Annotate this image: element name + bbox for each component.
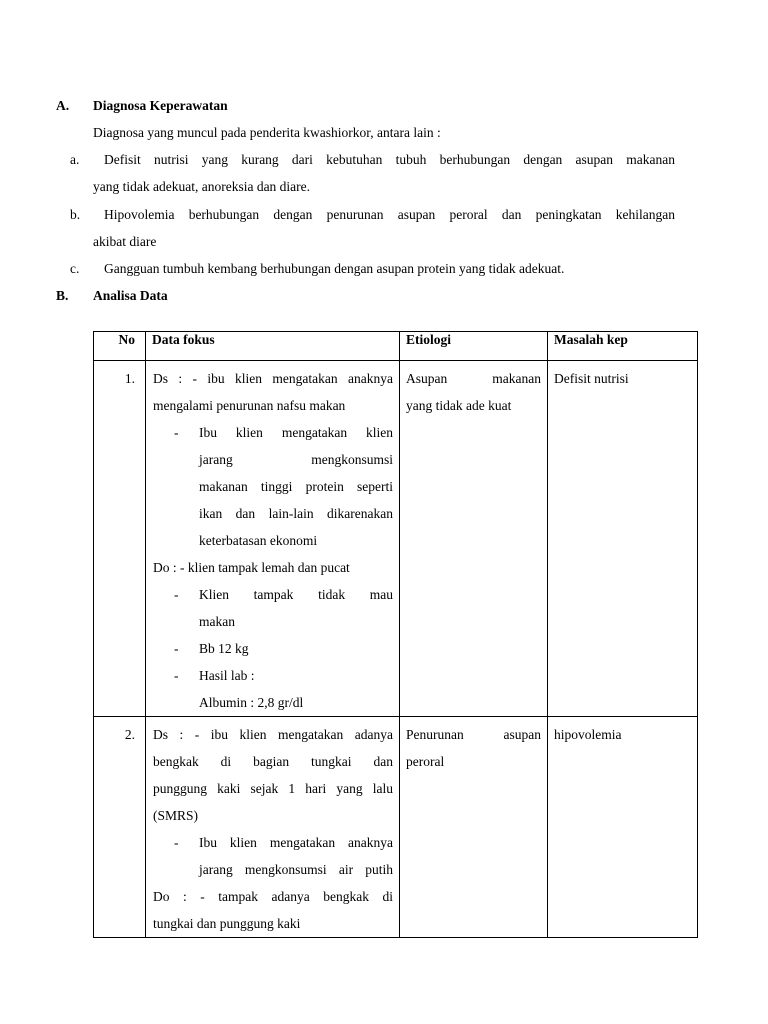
table-row xyxy=(94,361,698,717)
fokus-line: mengalami penurunan nafsu makan xyxy=(153,398,346,413)
fokus-line: Ds : - ibu klien mengatakan anaknya xyxy=(153,371,393,386)
fokus-line: bengkak di bagian tungkai dan xyxy=(153,754,393,769)
item-a-line2: yang tidak adekuat, anoreksia dan diare. xyxy=(93,179,311,194)
fokus-line: jarang mengkonsumsi air putih xyxy=(199,862,393,877)
item-a-line1: Defisit nutrisi yang kurang dari kebutuhan tubuh berhubungan dengan asupan makanan xyxy=(104,152,675,167)
row-no: 1. xyxy=(94,361,146,717)
fokus-bullet: - Klien tampak tidak mau xyxy=(174,587,393,602)
section-a-title: Diagnosa Keperawatan xyxy=(93,98,228,113)
fokus-line: keterbatasan ekonomi xyxy=(199,533,318,548)
row-etiologi xyxy=(400,717,548,938)
etiologi-line: peroral xyxy=(406,754,445,769)
masalah-line: hipovolemia xyxy=(554,727,622,742)
fokus-line: makan xyxy=(199,614,235,629)
section-b-title: Analisa Data xyxy=(93,288,168,303)
fokus-line: (SMRS) xyxy=(153,808,199,823)
fokus-line: punggung kaki sejak 1 hari yang lalu xyxy=(153,781,393,796)
item-a-marker: a. xyxy=(70,152,80,167)
fokus-line: jarang mengkonsumsi xyxy=(199,452,393,467)
masalah-line: Defisit nutrisi xyxy=(554,371,629,386)
fokus-bullet: - Ibu klien mengatakan anaknya xyxy=(174,835,393,850)
item-c-marker: c. xyxy=(70,261,80,276)
etiologi-line: Asupan makanan xyxy=(406,371,541,386)
fokus-line: Do : - tampak adanya bengkak di xyxy=(153,889,393,904)
row-etiologi xyxy=(400,361,548,717)
fokus-line: ikan dan lain-lain dikarenakan xyxy=(199,506,393,521)
header-etiologi: Etiologi xyxy=(400,332,548,361)
fokus-bullet: - Hasil lab : xyxy=(174,668,255,683)
analisa-data-table xyxy=(93,331,698,938)
fokus-bullet: - Bb 12 kg xyxy=(174,641,249,656)
header-no: No xyxy=(94,332,146,361)
fokus-line: Albumin : 2,8 gr/dl xyxy=(199,695,304,710)
etiologi-line: yang tidak ade kuat xyxy=(406,398,512,413)
fokus-line: Ds : - ibu klien mengatakan adanya xyxy=(153,727,393,742)
row-data-fokus xyxy=(146,361,400,717)
item-b-line2: akibat diare xyxy=(93,234,157,249)
fokus-line: Do : - klien tampak lemah dan pucat xyxy=(153,560,350,575)
section-b-marker: B. xyxy=(56,288,69,303)
section-a-marker: A. xyxy=(56,98,70,113)
item-c-line1: Gangguan tumbuh kembang berhubungan dengan asupan protein yang tidak adekuat. xyxy=(104,261,565,276)
row-data-fokus xyxy=(146,717,400,938)
row-masalah xyxy=(548,717,698,938)
item-b-marker: b. xyxy=(70,207,81,222)
row-masalah xyxy=(548,361,698,717)
fokus-line: makanan tinggi protein seperti xyxy=(199,479,393,494)
fokus-bullet: - Ibu klien mengatakan klien xyxy=(174,425,393,440)
header-masalah: Masalah kep xyxy=(548,332,698,361)
header-data-fokus: Data fokus xyxy=(146,332,400,361)
item-b-line1: Hipovolemia berhubungan dengan penurunan asupan peroral dan peningkatan kehilangan xyxy=(104,207,675,222)
table-header-row xyxy=(94,332,698,361)
etiologi-line: Penurunan asupan xyxy=(406,727,541,742)
section-a-intro: Diagnosa yang muncul pada penderita kwashiorkor, antara lain : xyxy=(93,125,441,140)
table-row xyxy=(94,717,698,938)
fokus-line: tungkai dan punggung kaki xyxy=(153,916,301,931)
row-no: 2. xyxy=(94,717,146,938)
